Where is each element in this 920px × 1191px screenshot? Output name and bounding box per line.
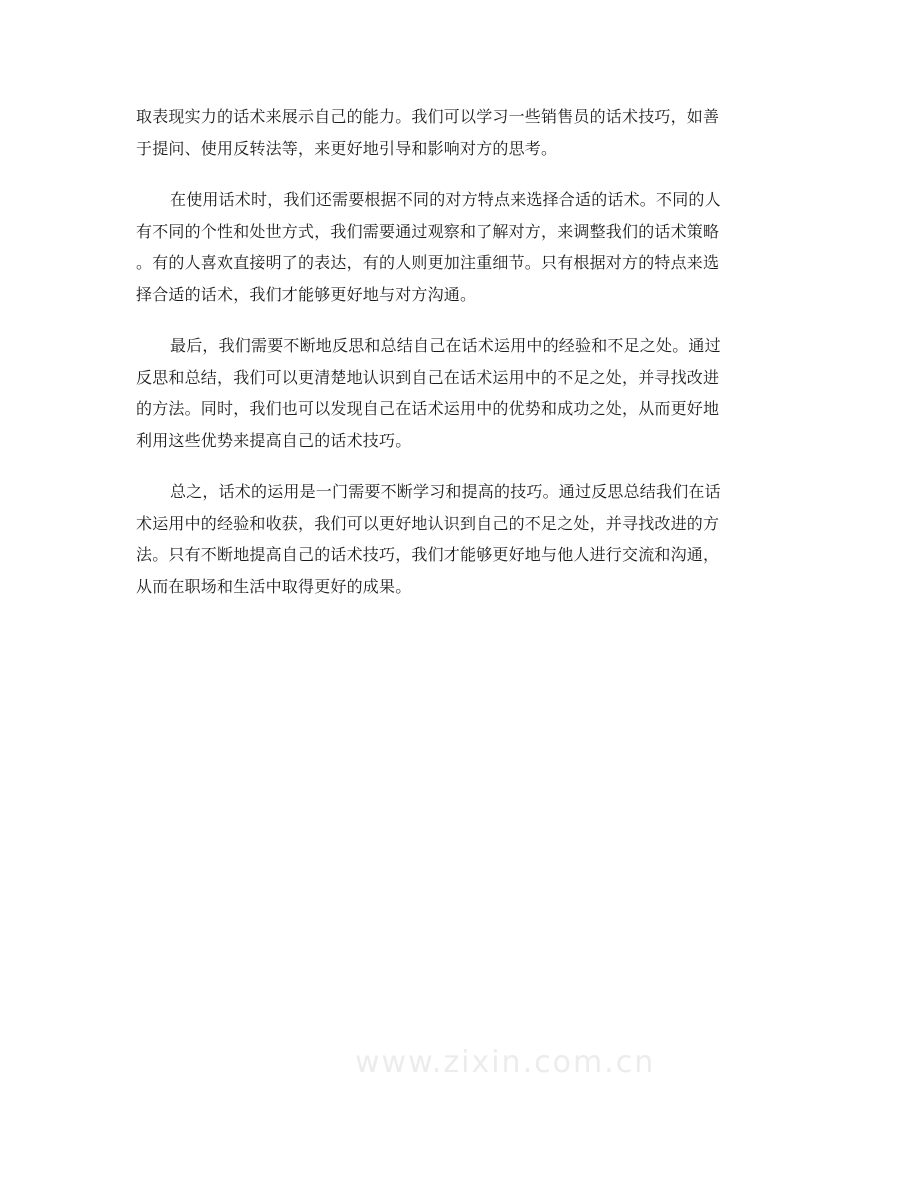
text-line: 从而在职场和生活中取得更好的成果。 [136, 576, 412, 596]
text-line: 术运用中的经验和收获，我们可以更好地认识到自己的不足之处，并寻找改进的方 [136, 513, 720, 533]
text-line: 取表现实力的话术来展示自己的能力。我们可以学习一些销售员的话术技巧，如善 [136, 107, 720, 126]
paragraph-4 [136, 476, 786, 602]
text-line: 法。只有不断地提高自己的话术技巧，我们才能够更好地与他人进行交流和沟通， [136, 545, 720, 564]
text-line: 反思和总结，我们可以更清楚地认识到自己在话术运用中的不足之处，并寻找改进 [136, 367, 720, 387]
text-line: 利用这些优势来提高自己的话术技巧。 [136, 430, 412, 450]
text-line: 在使用话术时，我们还需要根据不同的对方特点来选择合适的话术。不同的人 [170, 190, 721, 209]
watermark: www.zixin.com.cn [355, 1045, 656, 1080]
text-line: 有不同的个性和处世方式，我们需要通过观察和了解对方，来调整我们的话术策略 [136, 221, 720, 241]
paragraph-1 [136, 101, 786, 164]
text-line: 择合适的话术，我们才能够更好地与对方沟通。 [136, 284, 477, 304]
paragraph-2 [136, 184, 786, 310]
document-body [136, 101, 786, 622]
text-line: 最后，我们需要不断地反思和总结自己在话术运用中的经验和不足之处。通过 [170, 336, 721, 355]
text-line: 。有的人喜欢直接明了的表达，有的人则更加注重细节。只有根据对方的特点来选 [136, 253, 720, 272]
text-line: 总之，话术的运用是一门需要不断学习和提高的技巧。通过反思总结我们在话 [170, 482, 721, 501]
text-line: 于提问、使用反转法等，来更好地引导和影响对方的思考。 [136, 138, 558, 158]
paragraph-3 [136, 330, 786, 456]
text-line: 的方法。同时，我们也可以发现自己在话术运用中的优势和成功之处，从而更好地 [136, 399, 720, 418]
